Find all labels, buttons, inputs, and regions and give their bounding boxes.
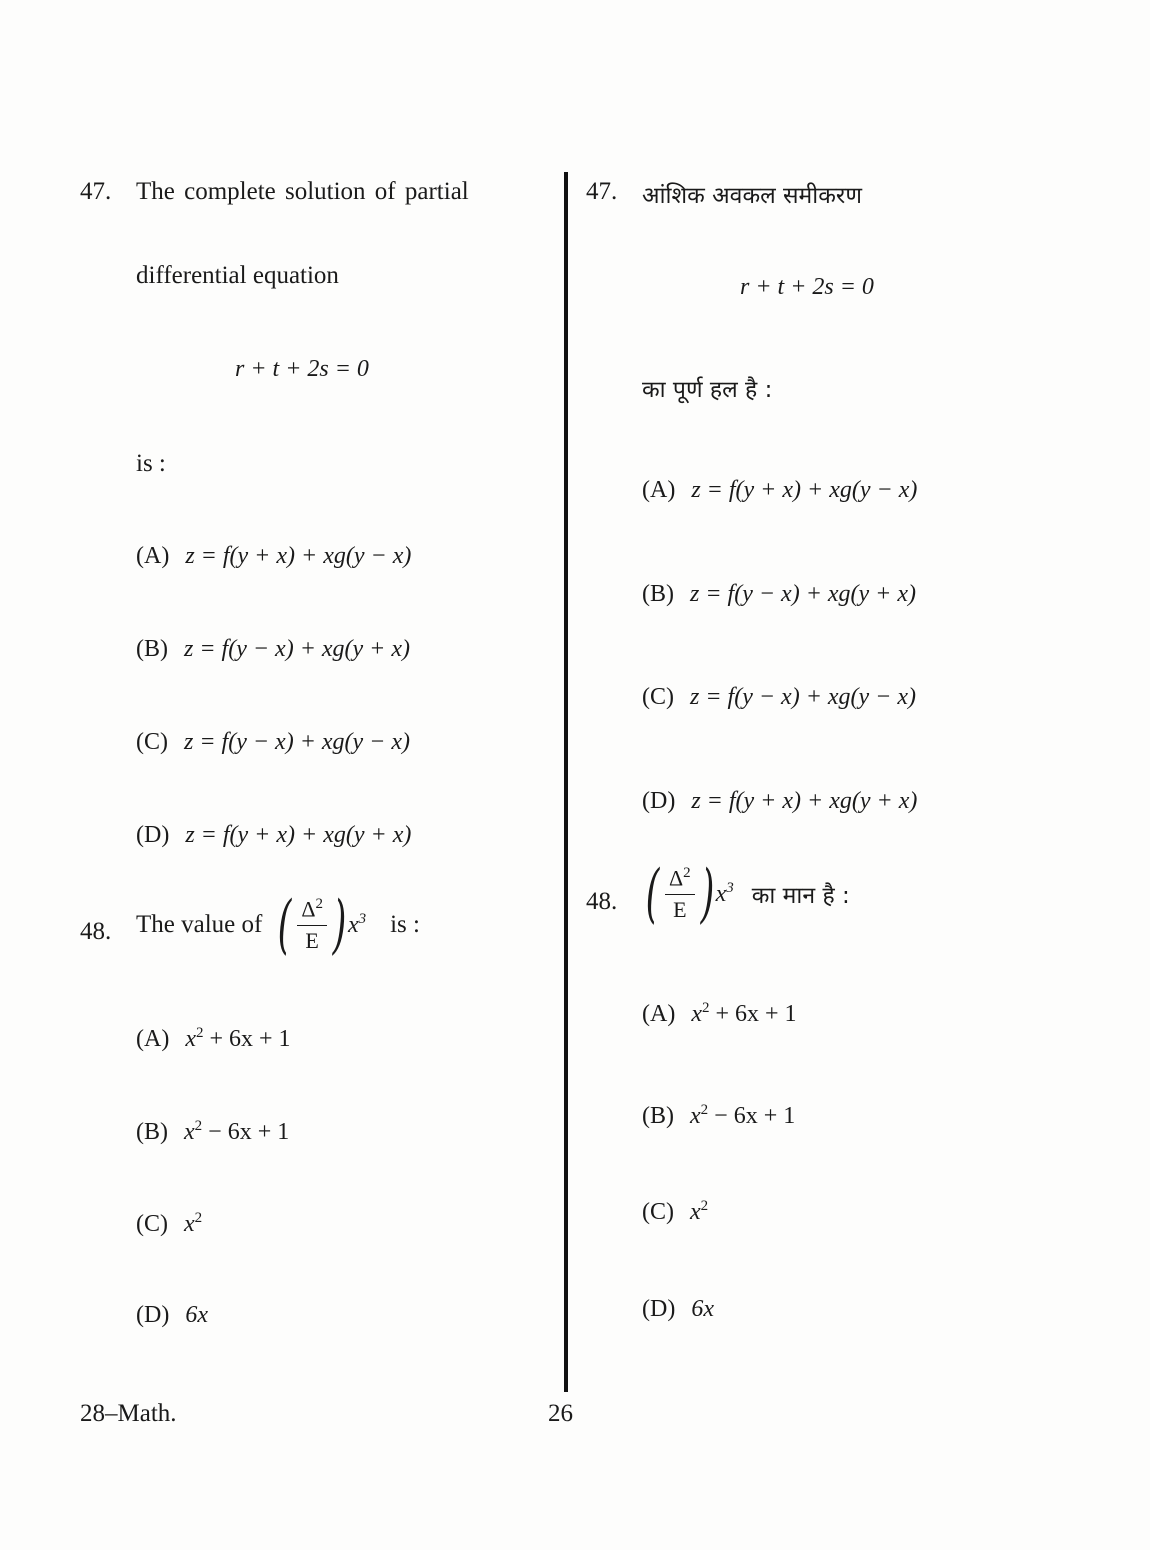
option-label: (D)	[136, 822, 170, 848]
left-paren: (	[645, 857, 660, 931]
fraction-denominator: E	[673, 896, 687, 922]
fraction	[665, 865, 695, 922]
option-text: z = f(y + x) + xg(y − x)	[691, 477, 918, 503]
q47-equation: r + t + 2s = 0	[235, 356, 369, 382]
q47-option-c	[136, 729, 410, 756]
q47-option-a	[136, 543, 411, 570]
option-text: z = f(y + x) + xg(y − x)	[185, 543, 412, 569]
option-text: z = f(y − x) + xg(y + x)	[184, 636, 411, 662]
q48-option-a: (A) $x^2 + 6x + 1$	[136, 1025, 291, 1052]
q48-suffix-hi: का मान है :	[751, 883, 850, 909]
option-text: z = f(y + x) + xg(y + x)	[691, 788, 918, 814]
q48-number-hi: 48.	[586, 888, 618, 915]
option-label: (C)	[136, 1211, 168, 1237]
option-label: (B)	[136, 636, 168, 662]
option-text: z = f(y − x) + xg(y + x)	[690, 581, 917, 607]
fraction	[297, 896, 327, 953]
option-label: (C)	[642, 684, 674, 710]
option-label: (A)	[642, 1001, 676, 1027]
q47-title-hi: आंशिक अवकल समीकरण	[642, 183, 862, 209]
q47-option-a-hi	[642, 477, 917, 504]
variable: $x^3$	[715, 880, 734, 907]
option-label: (B)	[136, 1119, 168, 1145]
q47-is: is :	[136, 450, 166, 477]
q48-option-c-hi: (C) $x^2$	[642, 1198, 709, 1225]
variable: $x^3$	[347, 911, 367, 938]
q48-option-a-hi: (A) $x^2 + 6x + 1$	[642, 1000, 797, 1027]
option-label: (D)	[642, 1296, 676, 1322]
q47-equation-hi: r + t + 2s = 0	[740, 274, 874, 300]
q47-option-b-hi	[642, 581, 916, 608]
q47-option-b	[136, 636, 410, 663]
option-label: (A)	[136, 1026, 170, 1052]
q47-number: 47.	[80, 178, 112, 205]
option-text: z = f(y − x) + xg(y − x)	[184, 729, 411, 755]
option-label: (D)	[136, 1302, 170, 1328]
q47-stem-line2: differential equation	[136, 262, 339, 289]
q47-option-d-hi	[642, 788, 917, 815]
q47-number-hi: 47.	[586, 178, 618, 205]
footer-paper-code: 28–Math.	[80, 1400, 177, 1427]
q48-option-c: (C) $x^2$	[136, 1210, 203, 1237]
q48-stem	[136, 888, 420, 962]
q48-option-d-hi: (D) 6x	[642, 1296, 714, 1322]
q47-option-c-hi	[642, 684, 916, 711]
q48-operator-expression	[640, 857, 734, 931]
q48-prefix: The value of	[136, 911, 263, 938]
page-number: 26	[548, 1400, 573, 1427]
q48-option-b: (B) $x^2 - 6x + 1$	[136, 1118, 290, 1145]
option-label: (A)	[642, 477, 676, 503]
q48-suffix: is :	[390, 911, 420, 938]
right-paren: )	[332, 888, 347, 962]
q47-option-d	[136, 822, 411, 849]
option-label: (C)	[642, 1199, 674, 1225]
option-label: (B)	[642, 581, 674, 607]
fraction-numerator: $\Delta^2$	[665, 865, 695, 894]
option-text: z = f(y + x) + xg(y + x)	[185, 822, 412, 848]
right-paren: )	[700, 857, 714, 931]
q48-stem-hi	[640, 857, 850, 931]
option-label: (C)	[136, 729, 168, 755]
option-label: (D)	[642, 788, 676, 814]
option-label: (B)	[642, 1103, 674, 1129]
q48-operator-expression	[272, 888, 367, 962]
q48-option-b-hi: (B) $x^2 - 6x + 1$	[642, 1102, 796, 1129]
q48-option-d: (D) 6x	[136, 1302, 208, 1328]
option-text: z = f(y − x) + xg(y − x)	[690, 684, 917, 710]
option-label: (A)	[136, 543, 170, 569]
q47-tail-hi: का पूर्ण हल है :	[642, 377, 773, 403]
fraction-denominator: E	[305, 927, 319, 953]
fraction-numerator: $\Delta^2$	[297, 896, 327, 925]
q48-number: 48.	[80, 918, 112, 945]
left-paren: (	[277, 888, 292, 962]
column-divider	[564, 172, 568, 1392]
q47-stem-line1: The complete solution of partial	[136, 178, 469, 205]
